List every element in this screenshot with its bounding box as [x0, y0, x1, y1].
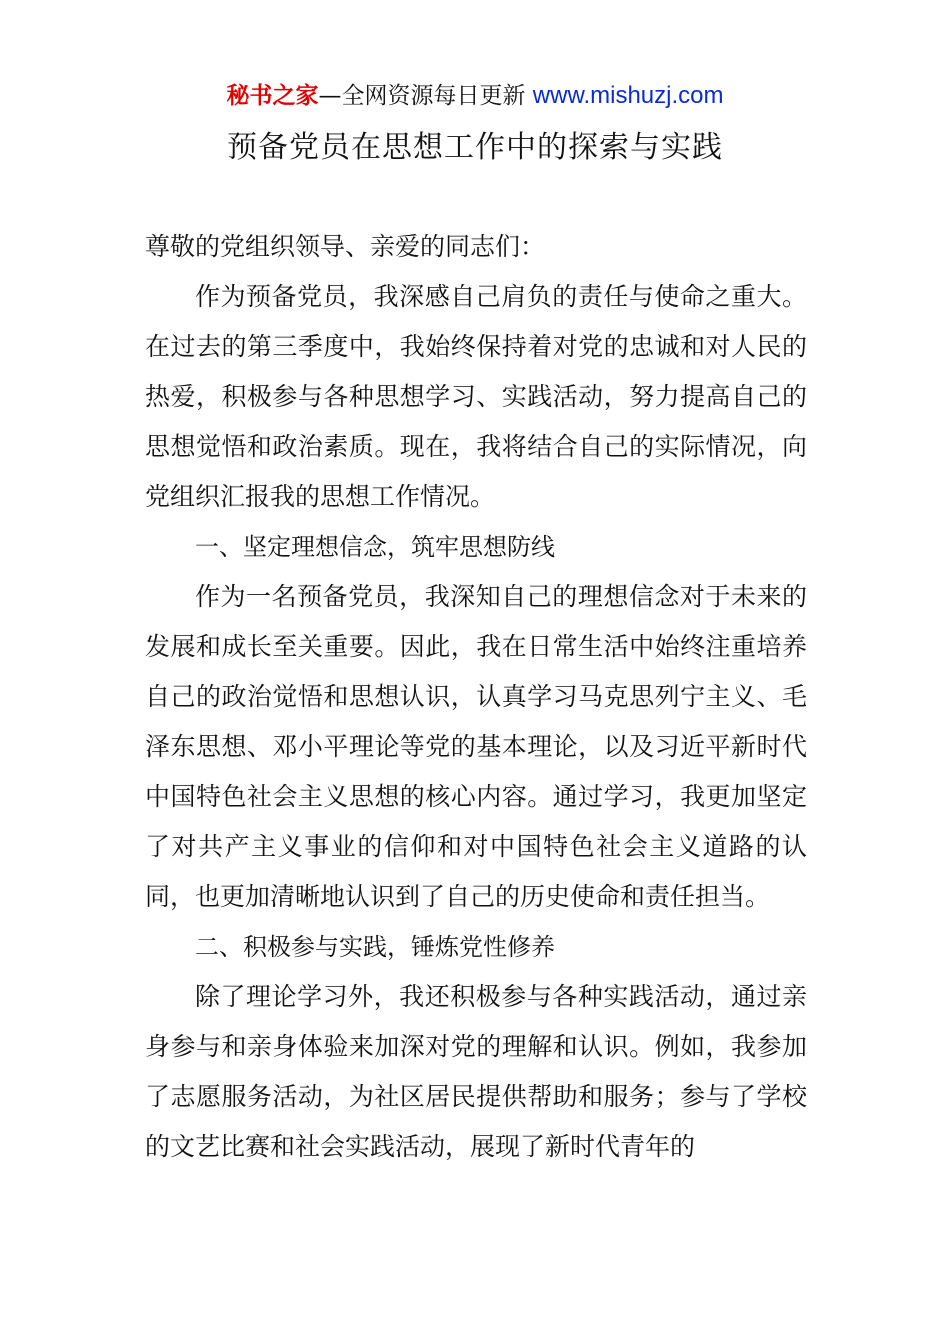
brand-name: 秘书之家 — [226, 83, 319, 109]
site-url-link[interactable]: www.mishuzj.com — [532, 82, 724, 109]
section-heading-2: 二、积极参与实践，锤炼党性修养 — [195, 933, 555, 961]
document-body — [145, 222, 807, 1172]
header-tagline: —全网资源每日更新 — [318, 83, 533, 109]
salutation: 尊敬的党组织领导、亲爱的同志们： — [145, 232, 546, 261]
site-header — [0, 80, 950, 112]
section-heading-1: 一、坚定理想信念，筑牢思想防线 — [195, 533, 555, 561]
paragraph-intro: 作为预备党员，我深感自己肩负的责任与使命之重大。在过去的第三季度中，我始终保持着对党的忠诚和对人民的热爱，积极参与各种思想学习、实践活动，努力提高自己的思想觉悟和政治素质。现在，我将结合自己的实际情况，向党组织汇报我的思想工作情况。 — [145, 282, 807, 511]
document-title: 预备党员在思想工作中的探索与实践 — [227, 130, 723, 165]
paragraph-section-2: 除了理论学习外，我还积极参与各种实践活动，通过亲身参与和亲身体验来加深对党的理解和认识。例如，我参加了志愿服务活动，为社区居民提供帮助和服务；参与了学校的文艺比赛和社会实践活动，展现了新时代青年的 — [145, 982, 807, 1161]
paragraph-section-1: 作为一名预备党员，我深知自己的理想信念对于未来的发展和成长至关重要。因此，我在日常生活中始终注重培养自己的政治觉悟和思想认识，认真学习马克思列宁主义、毛泽东思想、邓小平理论等党的基本理论，以及习近平新时代中国特色社会主义思想的核心内容。通过学习，我更加坚定了对共产主义事业的信仰和对中国特色社会主义道路的认同，也更加清晰地认识到了自己的历史使命和责任担当。 — [145, 582, 807, 911]
